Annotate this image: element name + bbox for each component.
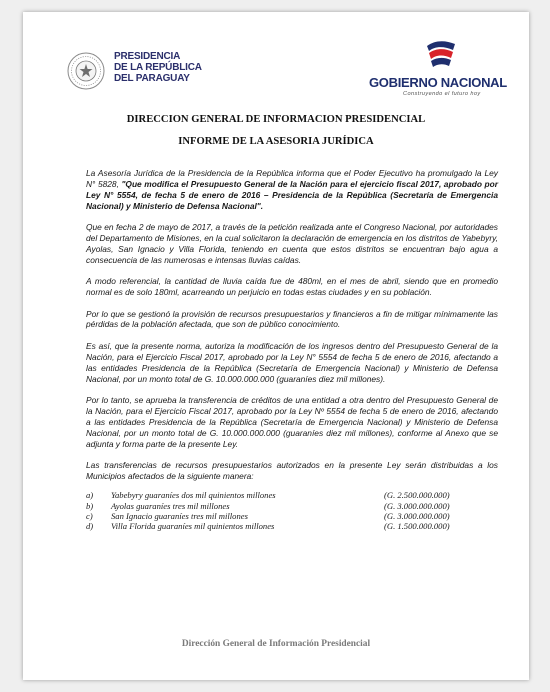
list-item-text: Ayolas guaraníes tres mil millones xyxy=(111,500,230,511)
list-item-letter: c) xyxy=(86,510,93,521)
gobierno-nacional-logo xyxy=(363,38,513,98)
list-item-text: Yabebyry guaraníes dos mil quinientos millones xyxy=(111,490,276,501)
presidency-line: PRESIDENCIA xyxy=(114,51,181,62)
paragraph-1-text: La Asesoría Jurídica de la Presidencia de la República informa que el Poder Ejecutivo ha promulgado la Ley N° 5828, xyxy=(86,168,498,189)
list-item-letter: a) xyxy=(86,490,94,501)
gobierno-nacional-name xyxy=(369,75,507,90)
document-subtitle: INFORME DE LA ASESORIA JURÍDICA xyxy=(178,136,374,147)
presidency-line: DE LA REPÚBLICA xyxy=(114,62,202,73)
document-body xyxy=(86,168,498,531)
list-item xyxy=(86,490,498,500)
list-item-letter: d) xyxy=(86,520,94,531)
letterhead xyxy=(23,12,529,112)
paragraph-4: Por lo que se gestionó la provisión de recursos presupuestarios y financieros a fin de mitigar mínimamente las pérdidas de la población afectada, que son de público conocimiento. xyxy=(86,308,498,330)
list-item-amount: (G. 3.000.000.000) xyxy=(384,510,450,521)
page-footer: Dirección General de Información Presidencial xyxy=(181,639,371,649)
paragraph-1 xyxy=(86,168,498,212)
distribution-list xyxy=(86,490,498,531)
list-item xyxy=(86,501,498,511)
gobierno-nacional-flag-icon xyxy=(423,38,459,72)
paragraph-7: Las transferencias de recursos presupuestarios autorizados en la presente Ley serán distribuidas a los Municipios afectados de la siguiente manera: xyxy=(86,460,498,481)
list-item xyxy=(86,511,498,521)
document-page xyxy=(23,12,529,680)
paragraph-2: Que en fecha 2 de mayo de 2017, a través de la petición realizada ante el Congreso Nacional, por autoridades del Departamento de Misiones, en la cual solicitaron la declaración de emergencia en los distritos de Yabebyry, Ayolas, San Ignacio y Villa Florida, teniendo en cuenta que estos distritos se encuentran bajo agua a consecuencia de las numerosas e intensas lluvias caídas. xyxy=(86,222,498,265)
list-item-text: San Ignacio guaraníes tres mil millones xyxy=(111,510,248,521)
gov-name-part2: NACIONAL xyxy=(440,75,507,90)
list-item xyxy=(86,521,498,531)
paragraph-3: A modo referencial, la cantidad de lluvia caída fue de 480ml, en el mes de abril, siendo que en promedio normal es de solo 180ml, acarreando un perjuicio en todas estas ciudades y en su población. xyxy=(86,276,498,298)
document-title: DIRECCION GENERAL DE INFORMACION PRESIDENCIAL xyxy=(126,114,426,125)
law-title: "Que modifica el Presupuesto General de la Nación para el ejercicio fiscal 2017, aprobado por Ley N° 5554, de fecha 5 de enero de 2016 – Presidencia de la República (Secretaría de Emergencia Nacional) y Ministerio de Defensa Nacional". xyxy=(86,178,498,211)
list-item-amount: (G. 3.000.000.000) xyxy=(384,500,450,511)
presidency-wordmark xyxy=(114,51,202,84)
paragraph-5: Es así, que la presente norma, autoriza la modificación de los ingresos dentro del Presupuesto General de la Nación, para el Ejercicio Fiscal 2017, aprobado por la Ley N° 5554 de fecha 5 de enero de 2016, afectando a las entidades Presidencia de la República (Secretaría de Emergencia Nacional) y Ministerio de Defensa Nacional, por un monto total de G. 10.000.000.000 (guaraníes diez mil millones). xyxy=(86,340,498,384)
list-item-amount: (G. 2.500.000.000) xyxy=(384,490,450,501)
paragraph-6: Por lo tanto, se aprueba la transferencia de créditos de una entidad a otra dentro del Presupuesto General de la Nación, para el Ejercicio Fiscal 2017, aprobado por la Ley Nº 5554 de fecha 5 de enero de 2016, afectando a las entidades Presidencia de la República (Secretaría de Emergencia Nacional) y Ministerio de Defensa Nacional, por un monto total de G. 10.000.000.000 (guaraníes diez mil millones), conforme al Anexo que se adjunta y forma parte de la presente Ley. xyxy=(86,395,498,449)
gobierno-nacional-slogan: Construyendo el futuro hoy xyxy=(403,91,481,97)
list-item-amount: (G. 1.500.000.000) xyxy=(384,520,450,531)
presidency-line: DEL PARAGUAY xyxy=(114,73,190,84)
list-item-letter: b) xyxy=(86,500,94,511)
presidential-seal-icon xyxy=(67,52,105,90)
list-item-text: Villa Florida guaraníes mil quinientos millones xyxy=(111,520,275,531)
gov-name-part1: GOBIERNO xyxy=(369,75,438,90)
